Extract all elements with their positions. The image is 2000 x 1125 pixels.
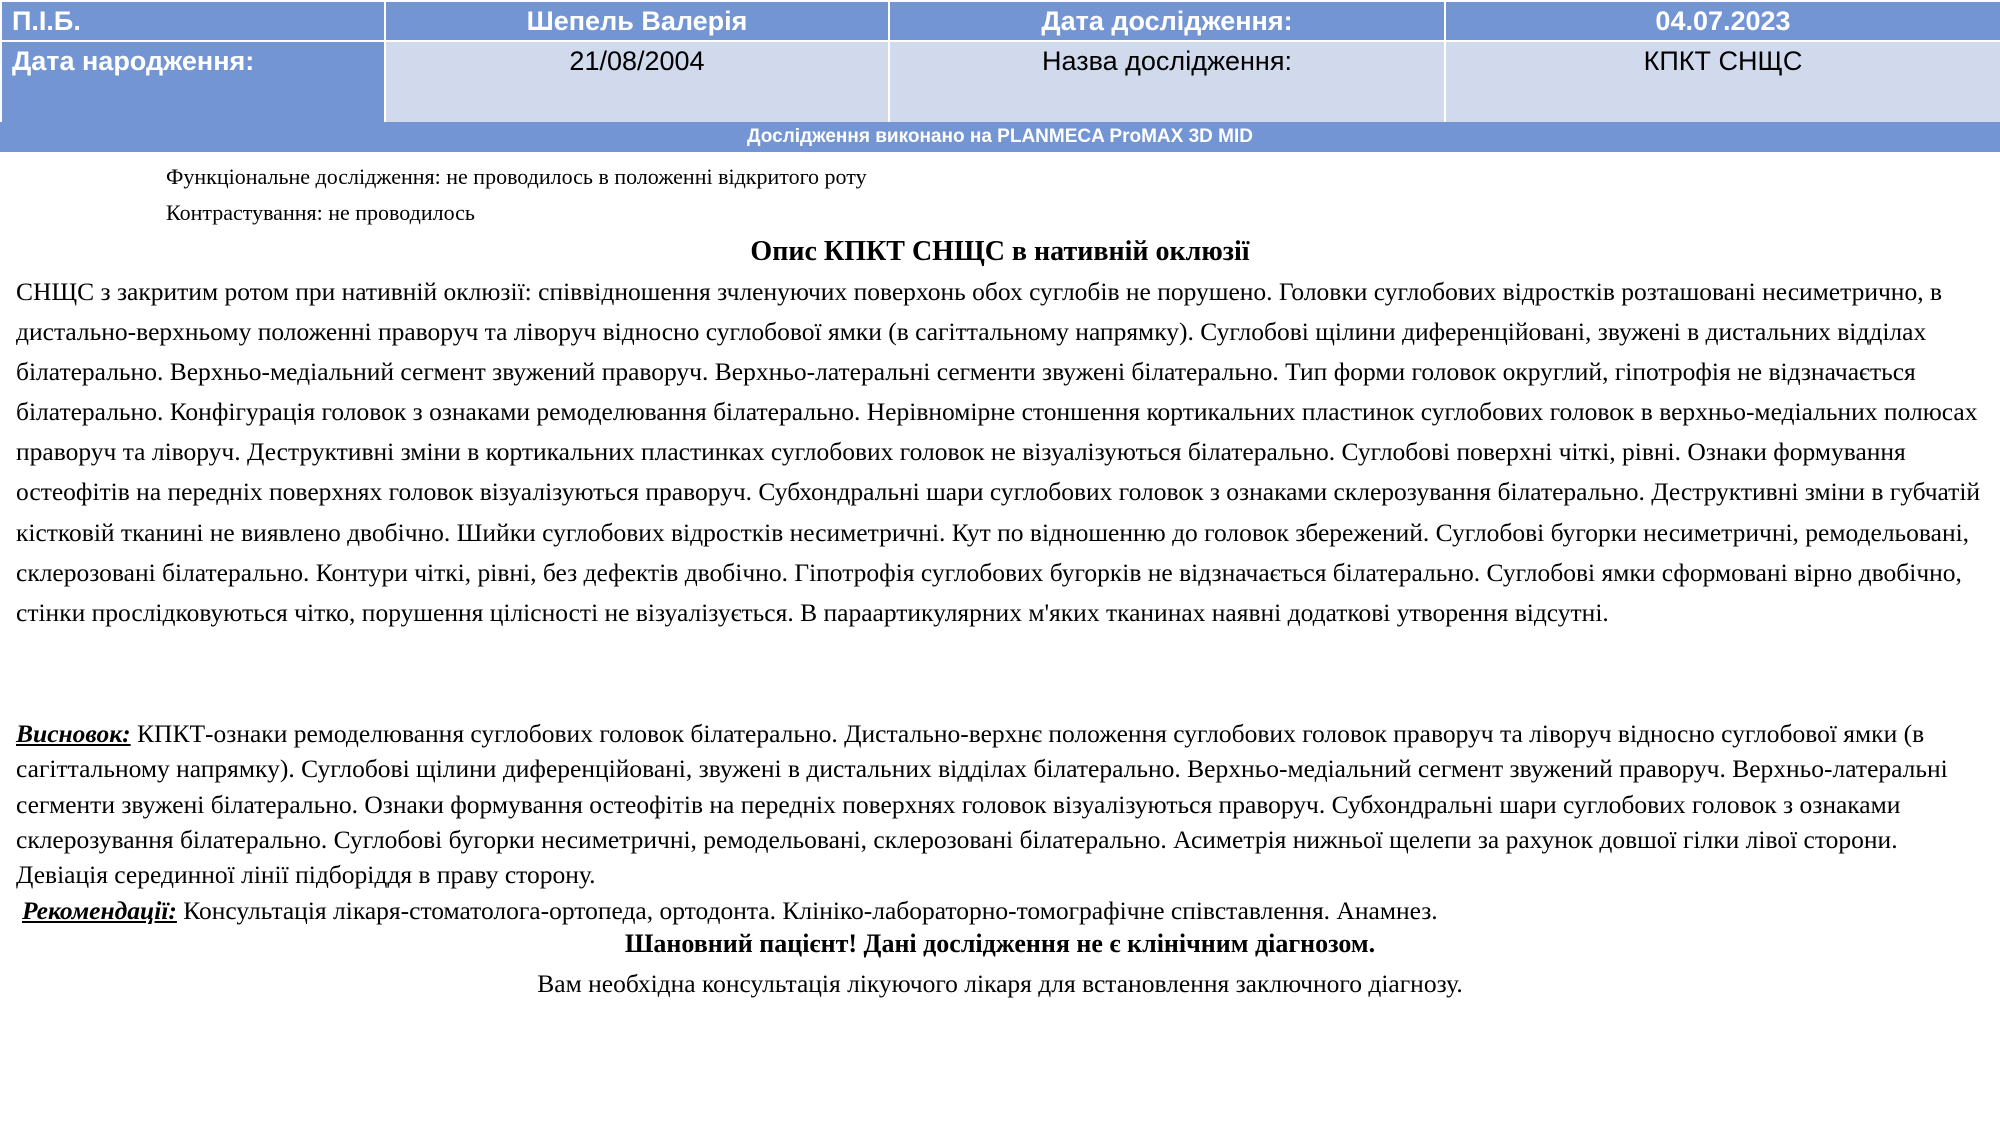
conclusion-text: КПКТ-ознаки ремоделювання суглобових головок білатерально. Дистально-верхнє положення суглобових головок праворуч та ліворуч відносно суглобової ямки (в сагіттальному напрямку). Суглобові щілини диференційовані, звужені в дистальних відділах білатерально. Верхньо-медіальний сегмент звужений праворуч. Верхньо-латеральні сегменти звужені білатерально. Ознаки формування остеофітів на передніх поверхнях головок візуалізуються праворуч. Субхондральні шари суглобових головок з ознаками склерозування білатерально. Суглобові бугорки несиметричні, ремодельовані, склерозовані білатерально. Асиметрія нижньої щелепи за рахунок довшої гілки лівої сторони. Девіація серединної лінії підборіддя в праву сторону.	[16, 719, 1948, 890]
patient-header-table	[0, 0, 2000, 126]
name-label: П.І.Б.	[1, 1, 385, 41]
contrast-line: Контрастування: не проводилось	[166, 200, 475, 225]
study-date-label: Дата дослідження:	[889, 1, 1445, 41]
recommendations-text: Консультація лікаря-стоматолога-ортопеда, ортодонта. Клініко-лабораторно-томографічне співставлення. Анамнез.	[176, 896, 1438, 925]
consultation-note: Вам необхідна консультація лікуючого лікаря для встановлення заключного діагнозу.	[537, 969, 1463, 998]
recommendations-paragraph	[22, 893, 1992, 928]
header-row-2	[1, 41, 2000, 125]
patient-warning: Шановний пацієнт! Дані дослідження не є клінічним діагнозом.	[624, 929, 1376, 958]
header-row-1	[1, 1, 2000, 41]
equipment-banner: Дослідження виконано на PLANMECA ProMAX 3D MID	[0, 122, 2000, 152]
report-title: Опис КПКТ СНЩС в нативній оклюзії	[750, 236, 1250, 267]
functional-study-line: Функціональне дослідження: не проводилось в положенні відкритого роту	[166, 164, 867, 189]
birth-date-label: Дата народження:	[1, 41, 385, 125]
name-value: Шепель Валерія	[385, 1, 889, 41]
conclusion-paragraph	[16, 716, 1991, 892]
birth-date-value: 21/08/2004	[385, 41, 889, 125]
study-name-value: КПКТ СНЩС	[1445, 41, 2000, 125]
study-date-value: 04.07.2023	[1445, 1, 2000, 41]
recommendations-label: Рекомендації:	[22, 896, 177, 925]
study-name-label: Назва дослідження:	[889, 41, 1445, 125]
description-paragraph: СНЩС з закритим ротом при нативній оклюзії: співвідношення зчленуючих поверхонь обох суглобів не порушено. Головки суглобових відростків розташовані несиметрично, в дистально-верхньому положенні праворуч та ліворуч відносно суглобової ямки (в сагіттальному напрямку). Суглобові щілини диференційовані, звужені в дистальних відділах білатерально. Верхньо-медіальний сегмент звужений праворуч. Верхньо-латеральні сегменти звужені білатерально. Тип форми головок округлий, гіпотрофія не відзначається білатерально. Конфігурація головок з ознаками ремоделювання білатерально. Нерівномірне стоншення кортикальних пластинок суглобових головок в верхньо-медіальних полюсах праворуч та ліворуч. Деструктивні зміни в кортикальних пластинках суглобових головок не візуалізуються білатерально. Суглобові поверхні чіткі, рівні. Ознаки формування остеофітів на передніх поверхнях головок візуалізуються праворуч. Субхондральні шари суглобових головок з ознаками склерозування білатерально. Деструктивні зміни в губчатій кістковій тканині не виявлено двобічно. Шийки суглобових відростків несиметричні. Кут по відношенню до головок збережений. Суглобові бугорки несиметричні, ремодельовані, склерозовані білатерально. Контури чіткі, рівні, без дефектів двобічно. Гіпотрофія суглобових бугорків не відзначається білатерально. Суглобові ямки сформовані вірно двобічно, стінки прослідковуються чітко, порушення цілісності не візуалізується. В параартикулярних м'яких тканинах наявні додаткові утворення відсутні.	[16, 277, 1981, 627]
conclusion-label: Висновок:	[16, 719, 131, 748]
